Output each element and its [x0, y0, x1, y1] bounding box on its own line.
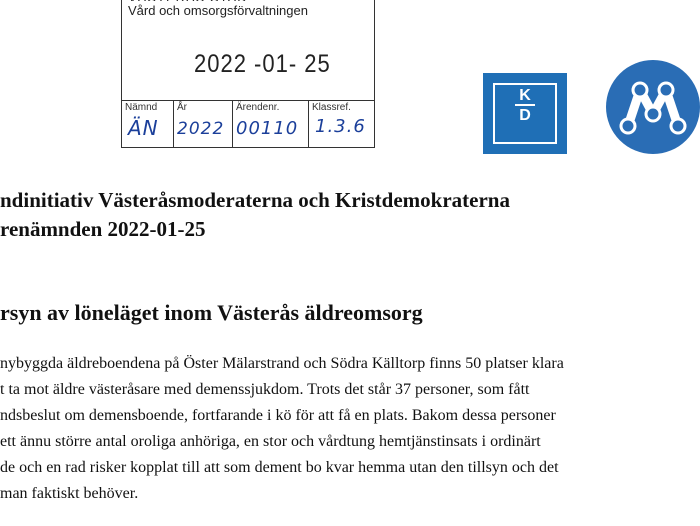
stamp-field-ar	[174, 101, 233, 148]
stamp-field-value: 2022	[177, 119, 225, 139]
kd-logo	[483, 73, 567, 154]
stamp-field-value: 1.3.6	[315, 116, 366, 137]
paragraph-line: ndsbeslut om demensboende, fortfarande i kö för att få en plats. Bakom dessa personer	[0, 407, 556, 424]
stamp-field-label: År	[177, 102, 187, 113]
stamp-field-label: Ärendenr.	[236, 102, 280, 113]
paragraph-line: man faktiskt behöver.	[0, 485, 139, 502]
document-title-line-2: renämnden 2022-01-25	[0, 217, 206, 241]
stamp-date: 2022 -01- 25	[194, 49, 331, 78]
paragraph-line: de och en rad risker kopplat till att som dement bo kvar hemma utan den tillsyn och det	[0, 459, 559, 476]
stamp-org	[128, 0, 368, 1]
stamp-fields	[122, 100, 374, 148]
stamp-field-label: Klassref.	[312, 102, 351, 113]
stamp-field-value: ÄN	[128, 116, 159, 140]
stamp-field-klassref	[309, 101, 373, 148]
paragraph-line: nybyggda äldreboendena på Öster Mälarstrand och Södra Källtorp finns 50 platser klara	[0, 355, 564, 372]
registration-stamp	[121, 0, 375, 148]
paragraph-line: ett ännu större antal oroliga anhöriga, en stor och vårdtung hemtjänstinsats i ordinärt	[0, 433, 541, 450]
paragraph-line: t ta mot äldre västeråsare med demenssjukdom. Trots det står 37 personer, som fått	[0, 381, 530, 398]
stamp-field-arendenr	[233, 101, 309, 148]
stamp-department: Vård och omsorgsförvaltningen	[128, 3, 308, 18]
stamp-field-value: 00110	[236, 118, 299, 139]
stamp-field-label: Nämnd	[125, 102, 158, 113]
document-title-line-1: ndinitiativ Västeråsmoderaterna och Kristdemokraterna	[0, 188, 510, 212]
stamp-field-namnd	[122, 101, 174, 148]
section-heading: rsyn av löneläget inom Västerås äldreomsorg	[0, 300, 423, 325]
kd-logo-letter-d: D	[519, 107, 531, 124]
kd-logo-letter-k: K	[519, 87, 531, 104]
moderaterna-logo	[606, 60, 700, 154]
